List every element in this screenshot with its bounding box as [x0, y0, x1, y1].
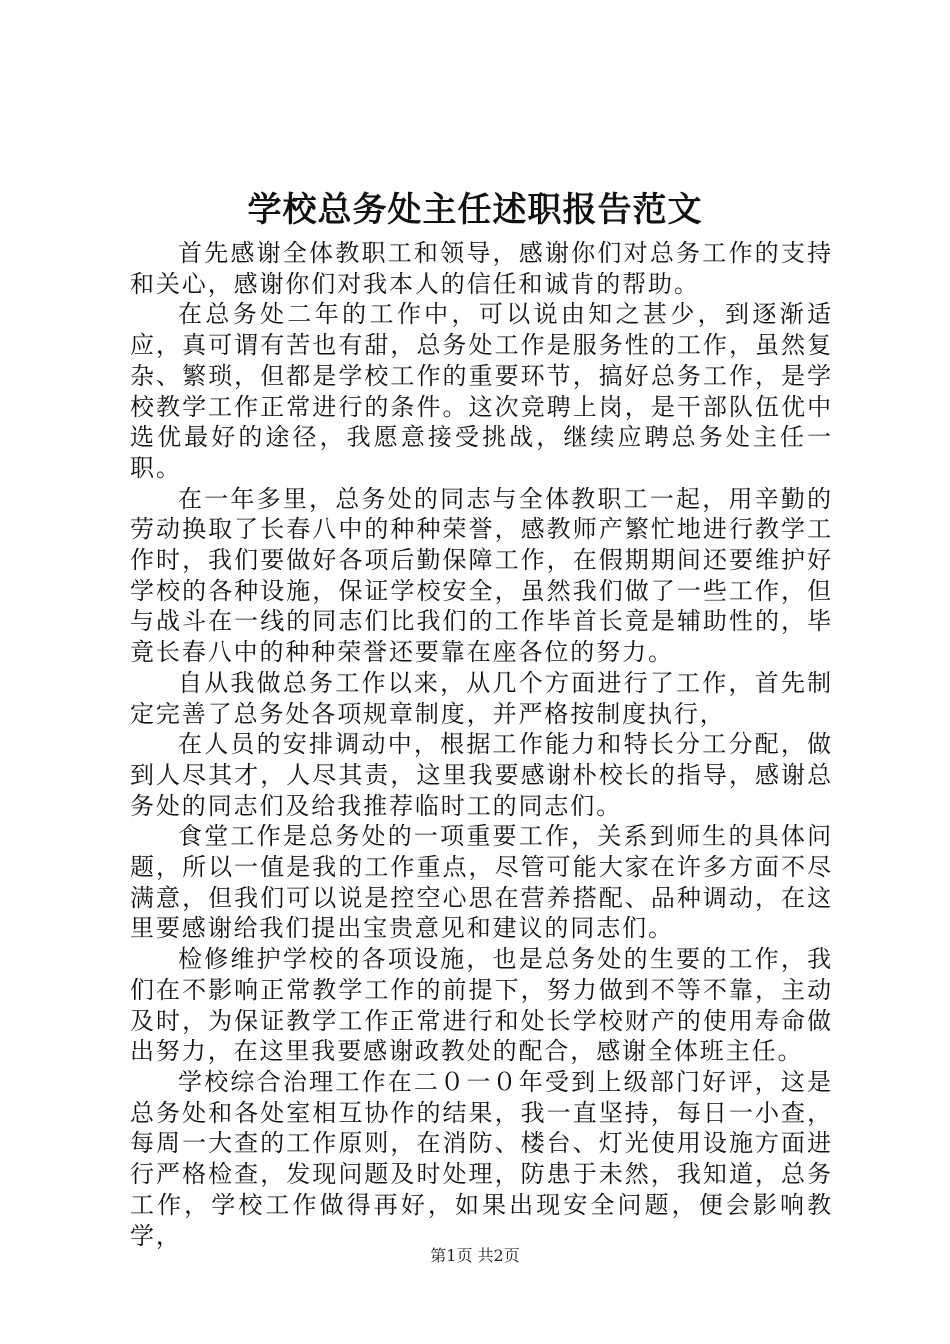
paragraph-6: 食堂工作是总务处的一项重要工作，关系到师生的具体问题，所以一值是我的工作重点，尽管可能大家在许多方面不尽满意，但我们可以说是控空心思在营养搭配、品种调动，在这里要感谢给我们提出宝贵意见和建议的同志们。 [130, 822, 833, 943]
paragraph-2: 在总务处二年的工作中，可以说由知之甚少，到逐渐适应，真可谓有苦也有甜，总务处工作是服务性的工作，虽然复杂、繁琐，但都是学校工作的重要环节，搞好总务工作，是学校教学工作正常进行的条件。这次竞聘上岗，是干部队伍优中选优最好的途径，我愿意接受挑战，继续应聘总务处主任一职。 [130, 300, 833, 482]
paragraph-1: 首先感谢全体教职工和领导，感谢你们对总务工作的支持和关心，感谢你们对我本人的信任和诚肯的帮助。 [130, 239, 833, 298]
paragraph-3: 在一年多里，总务处的同志与全体教职工一起，用辛勤的劳动换取了长春八中的种种荣誉，感教师产繁忙地进行教学工作时，我们要做好各项后勤保障工作，在假期期间还要维护好学校的各种设施，保证学校安全，虽然我们做了一些工作，但与战斗在一线的同志们比我们的工作毕首长竟是辅助性的，毕竟长春八中的种种荣誉还要靠在座各位的努力。 [130, 484, 833, 667]
document-body [130, 238, 833, 1251]
document-title: 学校总务处主任述职报告范文 [247, 190, 703, 230]
paragraph-7: 检修维护学校的各项设施，也是总务处的生要的工作，我们在不影响正常教学工作的前提下，努力做到不等不靠，主动及时，为保证教学工作正常进行和处长学校财产的使用寿命做出努力，在这里我要感谢政教处的配合，感谢全体班主任。 [130, 945, 833, 1066]
page-footer: 第1页 共2页 [430, 1246, 520, 1265]
paragraph-5: 在人员的安排调动中，根据工作能力和特长分工分配，做到人尽其才，人尽其责，这里我要感谢朴校长的指导，感谢总务处的同志们及给我推荐临时工的同志们。 [130, 730, 833, 820]
paragraph-4: 自从我做总务工作以来，从几个方面进行了工作，首先制定完善了总务处各项规章制度，并严格按制度执行， [130, 668, 833, 728]
paragraph-8: 学校综合治理工作在二０一０年受到上级部门好评，这是总务处和各处室相互协作的结果，我一直坚持，每日一小查，每周一大查的工作原则，在消防、楼台、灯光使用设施方面进行严格检查，发现问题及时处理，防患于未然，我知道，总务工作，学校工作做得再好，如果出现安全问题，便会影响教学， [130, 1067, 833, 1250]
